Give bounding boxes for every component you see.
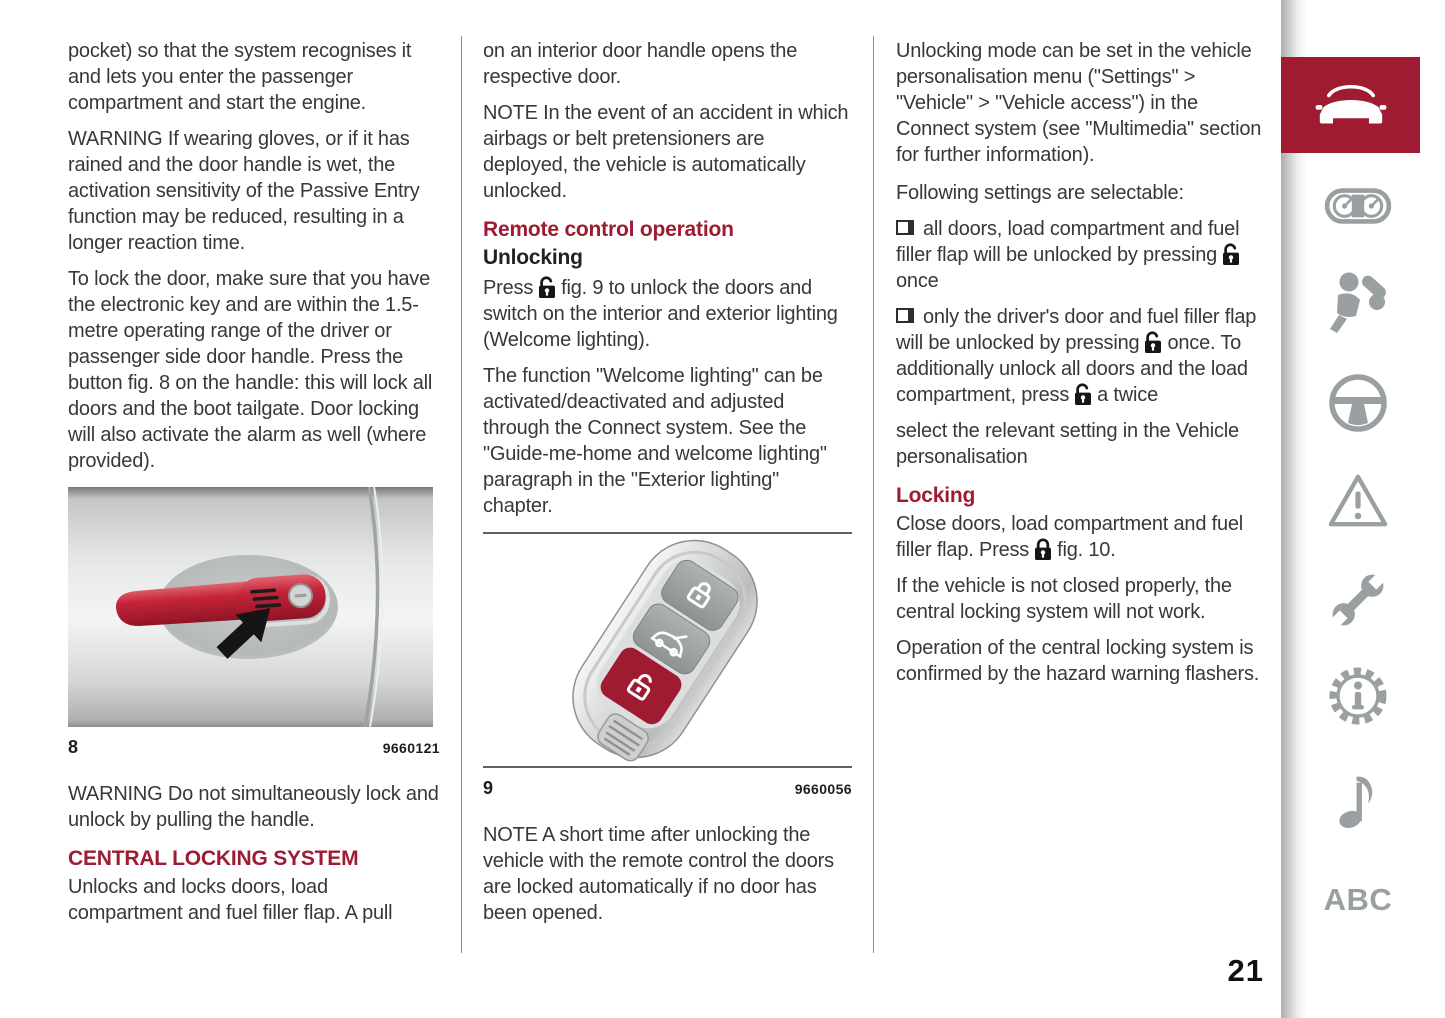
sidebar-item-emergency[interactable] [1322,471,1394,531]
sidebar-item-multimedia[interactable] [1322,768,1394,834]
closed-padlock-icon [1033,537,1053,561]
section-heading-remote-control: Remote control operation [483,218,734,241]
key-fob-illustration [483,537,848,763]
warning-paragraph: WARNING If wearing gloves, or if it has rained and the door handle is wet, the activation sensitivity of the Passive Entry function may be reduced, resulting in a longer reaction time. [68,128,420,254]
figure-number: 8 [68,737,78,757]
paragraph: select the relevant setting in the Vehicle personalisation [896,420,1239,468]
info-gear-icon [1326,664,1390,728]
music-note-icon [1327,768,1389,834]
note-paragraph: NOTE A short time after unlocking the vehicle with the remote control the doors are locked automatically if no door has been opened. [483,824,834,924]
sidebar-item-driving[interactable] [1322,371,1394,435]
column-left [68,38,440,936]
steering-wheel-icon [1326,371,1390,435]
sidebar-item-airbag[interactable] [1322,269,1394,333]
open-padlock-icon [537,275,557,299]
column-middle [483,38,852,936]
paragraph-with-icon: Press fig. 9 to unlock the doors and switch on the interior and exterior lighting (Welcome lighting). [483,277,838,351]
open-padlock-icon [1221,242,1241,266]
car-front-icon [1314,79,1388,131]
dashboard-icon [1324,181,1392,231]
paragraph: To lock the door, make sure that you have the electronic key and are within the 1.5-metre operating range of the driver or passenger side door handle. Press the button fig. 8 on the handle: this will lock all doors and the boot tailgate. Door locking will also activate the alarm as well (where provided). [68,268,433,472]
paragraph: The function "Welcome lighting" can be activated/deactivated and adjusted through the Connect system. See the "Guide-me-home and welcome lighting" paragraph in the "Exterior lighting" chapter. [483,365,827,517]
square-bullet-icon [896,308,914,323]
warning-triangle-icon [1327,471,1389,531]
airbag-icon [1326,269,1390,333]
active-chapter-tab[interactable] [1281,57,1420,153]
list-item: only the driver's door and fuel filler flap will be unlocked by pressing once. To additionally unlock all doors and the load compartment, press a twice [896,306,1257,406]
open-padlock-icon [1143,330,1163,354]
figure-number: 9 [483,778,493,798]
figure-code: 9660056 [794,781,852,797]
figure-8 [68,487,440,761]
paragraph: pocket) so that the system recognises it and lets you enter the passenger compartment and start the engine. [68,40,412,114]
sidebar-item-maintenance[interactable] [1322,565,1394,635]
abc-tab[interactable]: ABC [1323,882,1393,917]
figure-caption [483,775,852,802]
paragraph-with-icon: Close doors, load compartment and fuel filler flap. Press fig. 10. [896,513,1244,561]
section-heading-locking: Locking [896,484,976,507]
column-divider [461,36,462,953]
paragraph: Following settings are selectable: [896,182,1184,204]
section-heading-central-locking: CENTRAL LOCKING SYSTEM [68,847,359,870]
paragraph: If the vehicle is not closed properly, the central locking system will not work. [896,575,1232,623]
sidebar-item-technical-info[interactable] [1322,664,1394,728]
open-padlock-icon [1073,382,1093,406]
figure-9 [483,532,852,802]
door-handle-illustration [68,487,433,727]
figure-code: 9660121 [382,740,440,756]
paragraph: Unlocks and locks doors, load compartment and fuel filler flap. A pull [68,876,393,924]
sidebar-item-dashboard[interactable] [1322,181,1394,231]
wrench-icon [1324,565,1392,635]
figure-caption [68,734,440,761]
page-number: 21 [1227,953,1264,988]
list-item: all doors, load compartment and fuel filler flap will be unlocked by pressingonce [896,218,1240,292]
column-divider [873,36,874,953]
subheading-unlocking: Unlocking [483,246,583,269]
square-bullet-icon [896,220,914,235]
note-paragraph: NOTE In the event of an accident in which airbags or belt pretensioners are deployed, the vehicle is automatically unlocked. [483,102,849,202]
paragraph: on an interior door handle opens the respective door. [483,40,798,88]
warning-paragraph: WARNING Do not simultaneously lock and unlock by pulling the handle. [68,783,439,831]
paragraph: Operation of the central locking system is confirmed by the hazard warning flashers. [896,637,1260,685]
column-right [896,38,1264,697]
paragraph: Unlocking mode can be set in the vehicle personalisation menu ("Settings" > "Vehicle" > "Vehicle access") in the Connect system (see "Multimedia" section for further information). [896,40,1262,166]
